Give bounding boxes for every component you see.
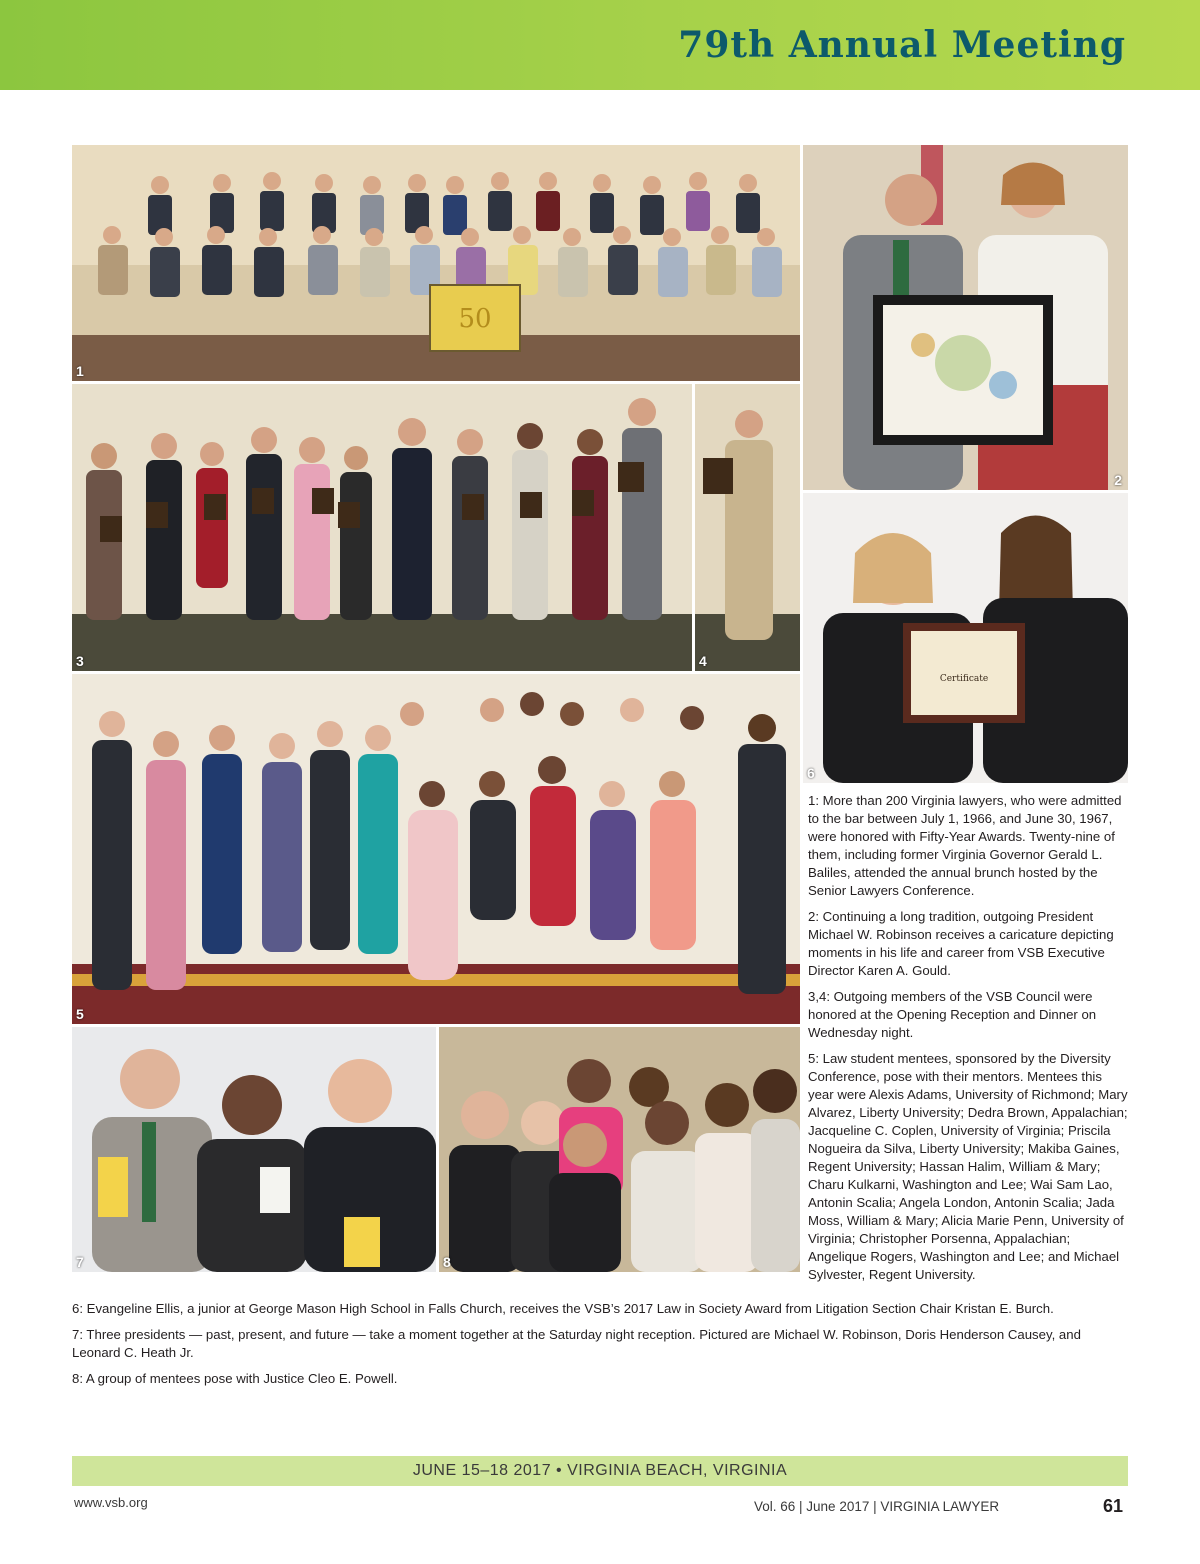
photo-number: 3 (76, 653, 84, 669)
caption-bottom (72, 1300, 1132, 1396)
caption-8: 8: A group of mentees pose with Justice Cleo E. Powell. (72, 1371, 398, 1386)
photo-number: 7 (76, 1254, 84, 1270)
photo-6 (803, 493, 1128, 783)
event-banner (72, 1456, 1128, 1486)
photo-number: 8 (443, 1254, 451, 1270)
photo-2 (803, 145, 1128, 490)
photo-number: 5 (76, 1006, 84, 1022)
photo-number: 1 (76, 363, 84, 379)
event-dates-location: JUNE 15–18 2017 • VIRGINIA BEACH, VIRGINIA (412, 1462, 788, 1479)
caption-column (808, 792, 1130, 1292)
photo-4 (695, 384, 800, 671)
caption-3-4: 3,4: Outgoing members of the VSB Council were honored at the Opening Reception and Dinner on Wednesday night. (808, 989, 1097, 1040)
photo-3 (72, 384, 692, 671)
issue-info: Vol. 66 | June 2017 | VIRGINIA LAWYER (754, 1499, 1000, 1514)
photo-number: 6 (807, 765, 815, 781)
page-title: 79th Annual Meeting (678, 24, 1126, 66)
website-link[interactable]: www.vsb.org (74, 1495, 148, 1510)
photo-7 (72, 1027, 436, 1272)
page-number: 61 (1103, 1496, 1124, 1516)
header-banner (0, 0, 1200, 90)
svg-text:50: 50 (458, 304, 492, 334)
photo-1 (72, 145, 800, 381)
caption-2: 2: Continuing a long tradition, outgoing President Michael W. Robinson receives a caricature depicting moments in his life and career from VSB Executive Director Karen A. Gould. (808, 909, 1114, 978)
photo-5 (72, 674, 800, 1024)
photo-number: 2 (1114, 472, 1122, 488)
photo-8 (439, 1027, 800, 1272)
caption-6: 6: Evangeline Ellis, a junior at George Mason High School in Falls Church, receives the VSB’s 2017 Law in Society Award from Litigation Section Chair Kristan E. Burch. (72, 1301, 1054, 1316)
photo-number: 4 (699, 653, 707, 669)
caption-7: 7: Three presidents — past, present, and future — take a moment together at the Saturday night reception. Pictured are Michael W. Robinson, Doris Henderson Causey, and Leonard C. Heath Jr. (72, 1327, 1081, 1360)
svg-text:Certificate: Certificate (939, 674, 989, 684)
caption-1: 1: More than 200 Virginia lawyers, who were admitted to the bar between July 1, 1966, and June 30, 1967, were honored with Fifty-Year Awards. Twenty-nine of them, including former Virginia Governor Gerald L. Baliles, attended the annual brunch hosted by the Senior Lawyers Conference. (808, 793, 1122, 898)
caption-5: 5: Law student mentees, sponsored by the Diversity Conference, pose with their mentors. Mentees this year were Alexis Adams, University of Richmond; Mary Alvarez, Liberty University; Dedra Brown, Appalachian; Jacqueline C. Coplen, University of Virginia; Priscila Nogueira da Silva, Liberty University; Makiba Gaines, Regent University; Hassan Halim, William & Mary; Charu Kulkarni, Washington and Lee; Wai Sam Lao, Antonin Scalia; Angela London, Antonin Scalia; Jada Moss, William & Mary; Alicia Marie Penn, University of Virginia; Christopher Porsenna, Appalachian; Angelique Rogers, Washington and Lee; and Michael Sylvester, Regent University. (808, 1051, 1128, 1282)
